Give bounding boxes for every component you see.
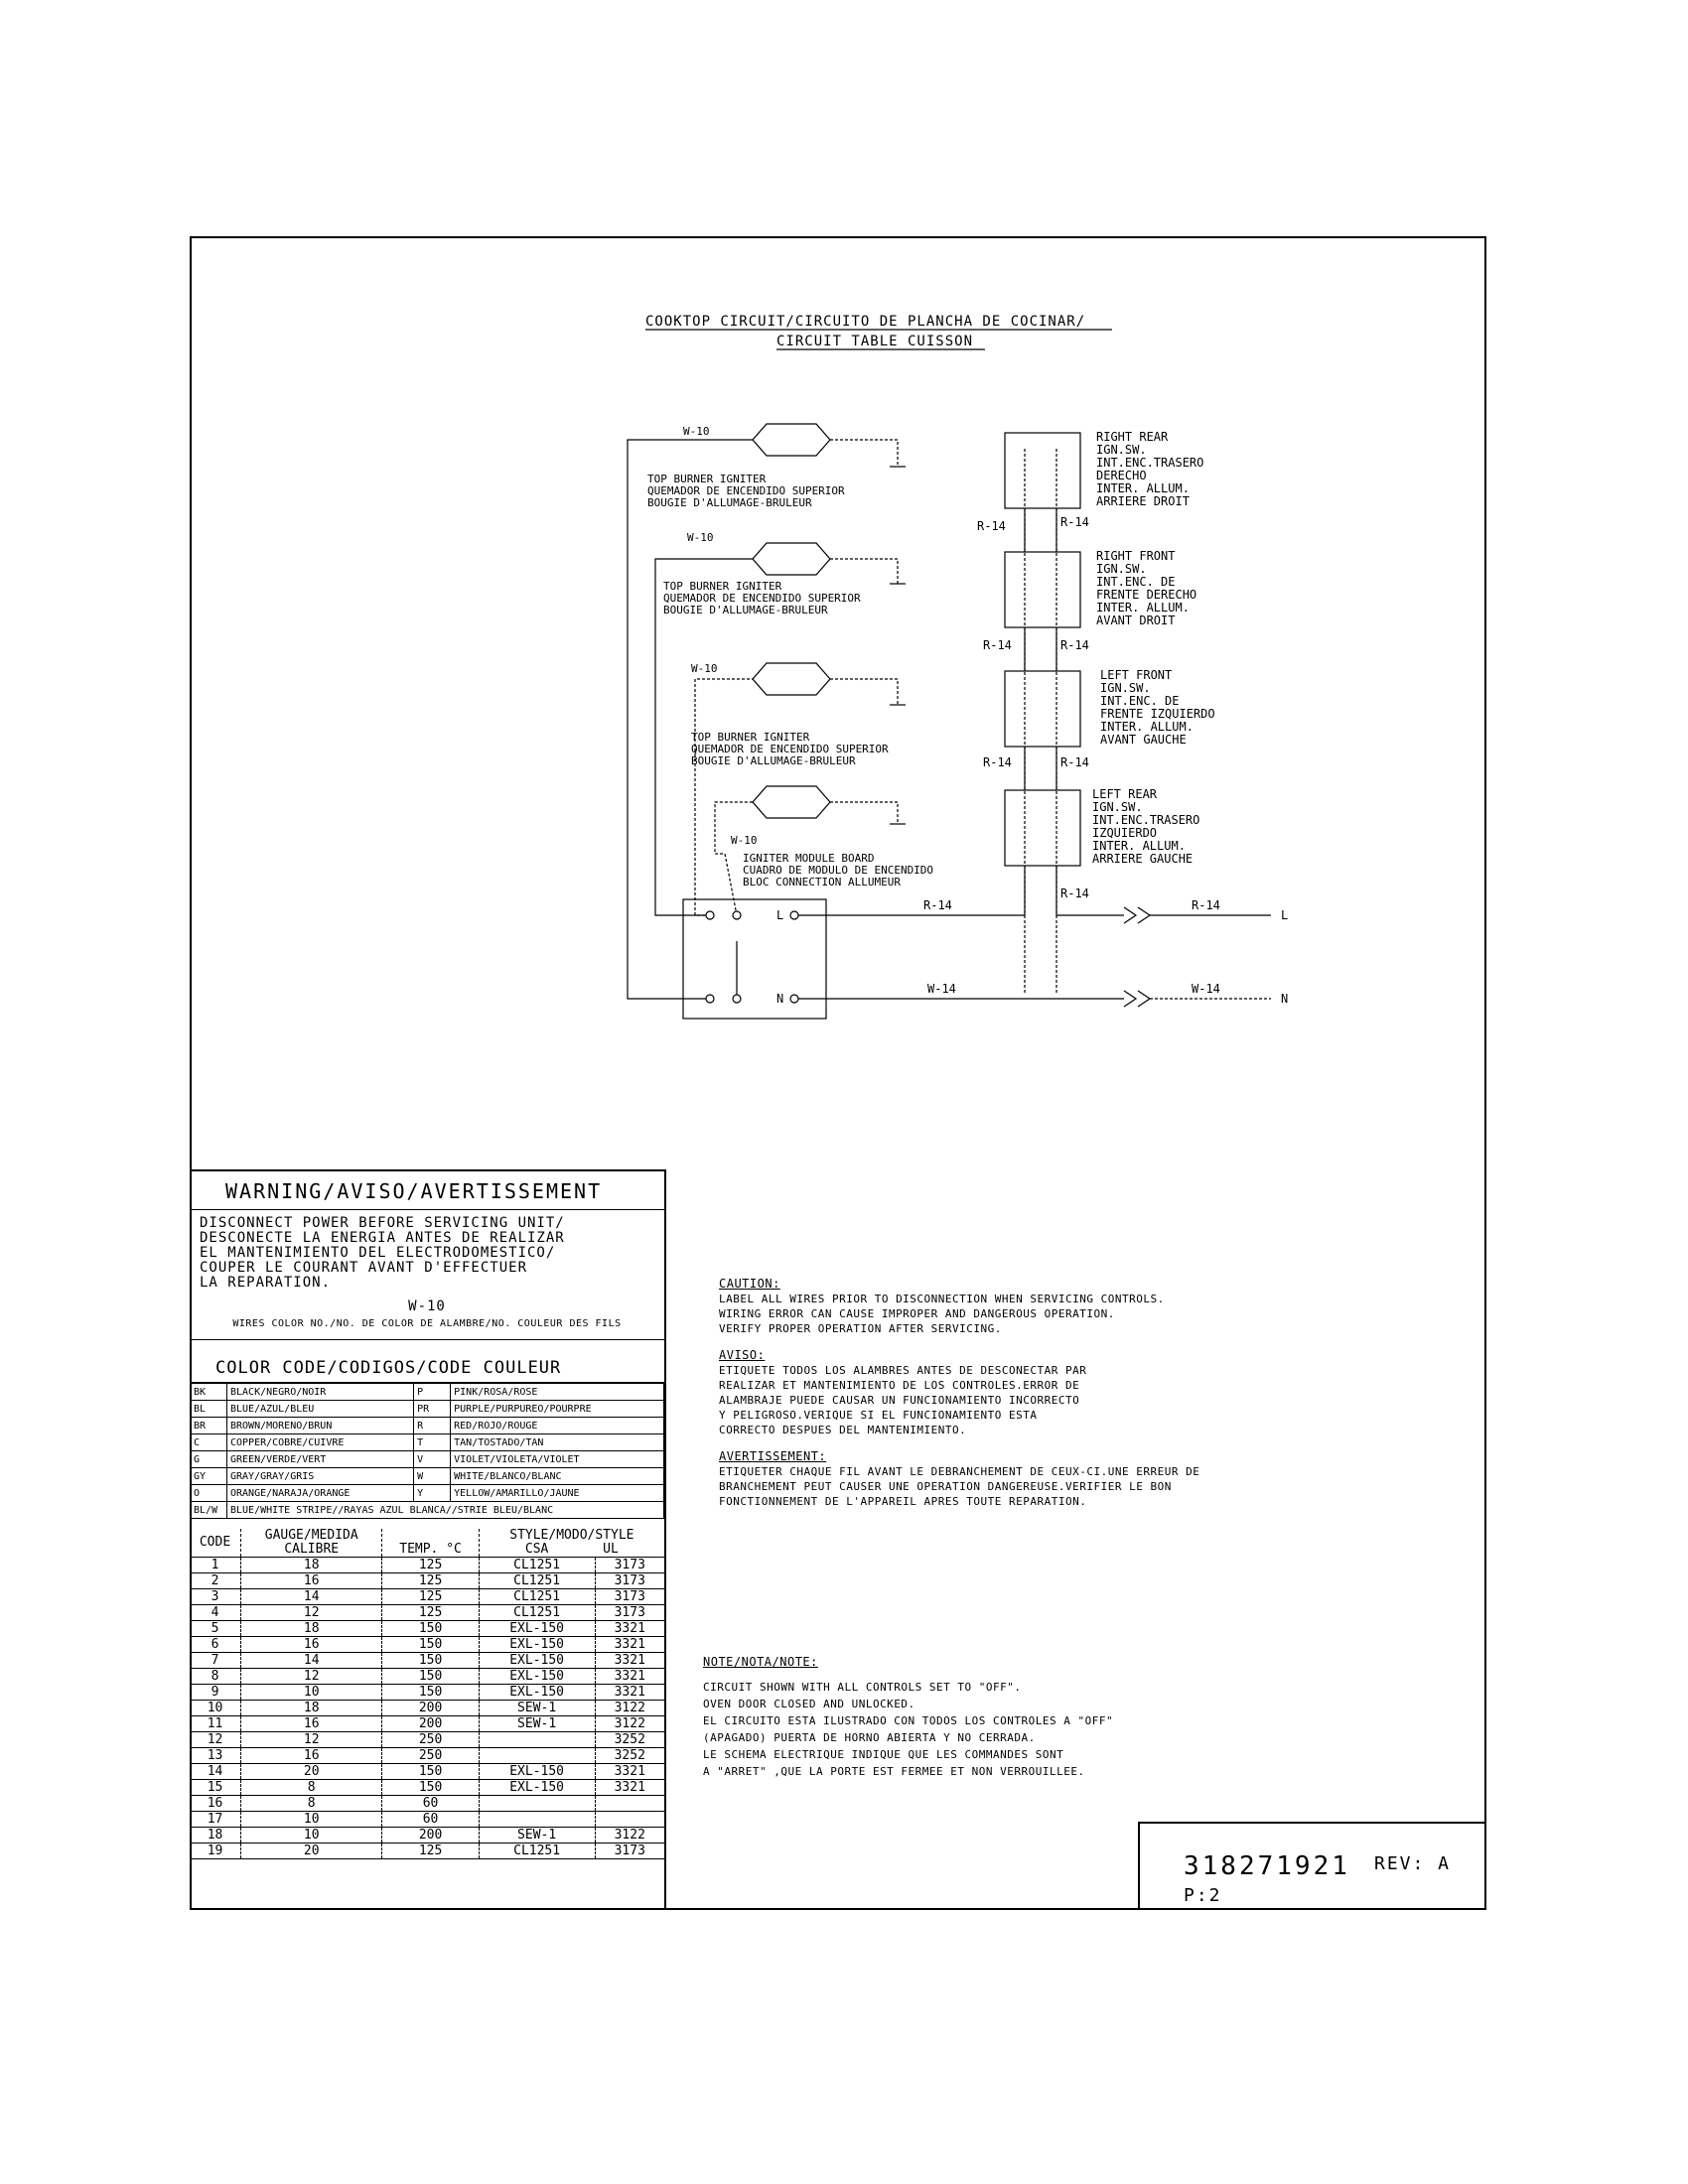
- switch-lf-label: LEFT FRONT: [1100, 668, 1173, 682]
- gauge-ul: 3173: [595, 1605, 664, 1621]
- gauge-code: 19: [190, 1843, 241, 1859]
- gauge-temp: 200: [382, 1701, 479, 1716]
- igniter-3-label: BOUGIE D'ALLUMAGE-BRULEUR: [691, 754, 856, 767]
- switch-right-front: [1005, 552, 1080, 627]
- switch-rr-label: INT.ENC.TRASERO: [1096, 456, 1204, 470]
- igniter-1-symbol: [753, 424, 830, 456]
- switch-lf-label: FRENTE IZQUIERDO: [1100, 707, 1215, 721]
- gauge-size: 20: [241, 1843, 382, 1859]
- gauge-csa: SEW-1: [479, 1828, 595, 1843]
- gauge-ul: 3321: [595, 1653, 664, 1669]
- gauge-temp: 150: [382, 1685, 479, 1701]
- caution-section: [719, 1265, 1275, 1509]
- wire-r14-label: R-14: [1060, 638, 1089, 652]
- gauge-csa: EXL-150: [479, 1764, 595, 1780]
- switch-rr-label: IGN.SW.: [1096, 443, 1147, 457]
- color-abbrev: G: [191, 1451, 227, 1468]
- switch-lf-label: INTER. ALLUM.: [1100, 720, 1194, 734]
- gauge-csa: CL1251: [479, 1573, 595, 1589]
- gauge-csa: [479, 1812, 595, 1828]
- gauge-row: [190, 1621, 664, 1637]
- color-code-row: [191, 1451, 664, 1468]
- gauge-temp: 125: [382, 1573, 479, 1589]
- color-name: PURPLE/PURPUREO/POURPRE: [451, 1401, 664, 1418]
- gauge-row: [190, 1701, 664, 1716]
- color-abbrev: BL: [191, 1401, 227, 1418]
- color-code-row: [191, 1418, 664, 1434]
- gauge-header-temp: TEMP. °C: [382, 1529, 479, 1558]
- igniter-1-label: QUEMADOR DE ENCENDIDO SUPERIOR: [647, 484, 845, 497]
- gauge-code: 4: [190, 1605, 241, 1621]
- gauge-ul: 3321: [595, 1621, 664, 1637]
- switch-rf-label: INT.ENC. DE: [1096, 575, 1176, 589]
- switch-left-front: [1005, 671, 1080, 747]
- color-abbrev: O: [191, 1485, 227, 1502]
- wire-r14-label: R-14: [983, 755, 1012, 769]
- document-page: P:2: [1184, 1885, 1222, 1906]
- note-body: CIRCUIT SHOWN WITH ALL CONTROLS SET TO "OFF". OVEN DOOR CLOSED AND UNLOCKED. EL CIRCUITO ESTA ILUSTRADO CON TODOS LOS CONTROLES A "OFF" (APAGADO) PUERTA DE HORNO ABIERTA Y NO CERRADA. LE SCHEMA ELECTRIQUE INDIQUE QUE LES COMMANDES SONT A "ARRET" ,QUE LA PORTE EST FERMEE ET NON VERROUILLEE.: [703, 1681, 1114, 1778]
- gauge-code: 3: [190, 1589, 241, 1605]
- wire-r14-label: R-14: [1060, 887, 1089, 900]
- gauge-ul: [595, 1812, 664, 1828]
- gauge-csa: [479, 1796, 595, 1812]
- color-name: PINK/ROSA/ROSE: [451, 1384, 664, 1401]
- gauge-ul: 3321: [595, 1669, 664, 1685]
- gauge-row: [190, 1764, 664, 1780]
- color-code-row: [191, 1468, 664, 1485]
- gauge-ul: 3252: [595, 1732, 664, 1748]
- module-board-label: BLOC CONNECTION ALLUMEUR: [743, 876, 901, 888]
- gauge-size: 14: [241, 1653, 382, 1669]
- gauge-ul: 3122: [595, 1716, 664, 1732]
- gauge-ul: 3122: [595, 1828, 664, 1843]
- color-name: GRAY/GRAY/GRIS: [227, 1468, 414, 1485]
- gauge-csa: [479, 1748, 595, 1764]
- gauge-temp: 150: [382, 1621, 479, 1637]
- gauge-size: 12: [241, 1605, 382, 1621]
- gauge-code: 5: [190, 1621, 241, 1637]
- gauge-row: [190, 1685, 664, 1701]
- color-abbrev: R: [414, 1418, 451, 1434]
- gauge-size: 10: [241, 1828, 382, 1843]
- gauge-csa: CL1251: [479, 1605, 595, 1621]
- color-abbrev: P: [414, 1384, 451, 1401]
- gauge-size: 10: [241, 1685, 382, 1701]
- igniter-4-symbol: [753, 786, 830, 818]
- switch-rf-label: IGN.SW.: [1096, 562, 1147, 576]
- module-board-label: CUADRO DE MODULO DE ENCENDIDO: [743, 864, 934, 877]
- switch-rf-label: FRENTE DERECHO: [1096, 588, 1197, 602]
- wire-w14-label: W-14: [927, 982, 956, 996]
- gauge-header-gauge: GAUGE/MEDIDA CALIBRE: [241, 1529, 382, 1558]
- gauge-ul: 3321: [595, 1780, 664, 1796]
- wire-r14-label: R-14: [1060, 515, 1089, 529]
- gauge-temp: 250: [382, 1748, 479, 1764]
- gauge-size: 12: [241, 1732, 382, 1748]
- gauge-code: 10: [190, 1701, 241, 1716]
- warning-legend-panel: [190, 1169, 666, 1910]
- gauge-row: [190, 1780, 664, 1796]
- board-l-label: L: [776, 908, 784, 922]
- switch-lr-label: IZQUIERDO: [1092, 826, 1158, 840]
- gauge-row: [190, 1843, 664, 1859]
- gauge-csa: EXL-150: [479, 1637, 595, 1653]
- gauge-csa: [479, 1732, 595, 1748]
- gauge-size: 14: [241, 1589, 382, 1605]
- gauge-code: 16: [190, 1796, 241, 1812]
- igniter-3-label: QUEMADOR DE ENCENDIDO SUPERIOR: [691, 743, 889, 755]
- igniter-1-wire-label: W-10: [683, 425, 710, 438]
- igniter-3-symbol: [753, 663, 830, 695]
- color-code-row: [191, 1401, 664, 1418]
- wire-w14-label: W-14: [1192, 982, 1220, 996]
- color-name: BROWN/MORENO/BRUN: [227, 1418, 414, 1434]
- gauge-size: 16: [241, 1637, 382, 1653]
- gauge-temp: 150: [382, 1780, 479, 1796]
- color-name: BLUE/AZUL/BLEU: [227, 1401, 414, 1418]
- board-n-label: N: [776, 992, 784, 1006]
- gauge-code: 17: [190, 1812, 241, 1828]
- color-name: ORANGE/NARAJA/ORANGE: [227, 1485, 414, 1502]
- color-abbrev: W: [414, 1468, 451, 1485]
- switch-lf-label: AVANT GAUCHE: [1100, 733, 1187, 747]
- switch-rr-label: ARRIERE DROIT: [1096, 494, 1190, 508]
- gauge-header-style: STYLE/MODO/STYLE CSA UL: [479, 1529, 664, 1558]
- document-id-box: [1138, 1822, 1486, 1910]
- color-code-row: [191, 1384, 664, 1401]
- gauge-ul: 3173: [595, 1843, 664, 1859]
- color-abbrev: GY: [191, 1468, 227, 1485]
- gauge-row: [190, 1732, 664, 1748]
- color-abbrev: BL/W: [191, 1502, 227, 1519]
- gauge-row: [190, 1605, 664, 1621]
- color-name: BLACK/NEGRO/NOIR: [227, 1384, 414, 1401]
- warning-title: WARNING/AVISO/AVERTISSEMENT: [190, 1171, 664, 1210]
- wire-r14-label: R-14: [923, 898, 952, 912]
- color-abbrev: T: [414, 1434, 451, 1451]
- gauge-code: 8: [190, 1669, 241, 1685]
- gauge-temp: 125: [382, 1605, 479, 1621]
- caution-en-body: LABEL ALL WIRES PRIOR TO DISCONNECTION WHEN SERVICING CONTROLS. WIRING ERROR CAN CAUSE IMPROPER AND DANGEROUS OPERATION. VERIFY PROPER OPERATION AFTER SERVICING.: [719, 1293, 1165, 1335]
- gauge-csa: CL1251: [479, 1558, 595, 1573]
- gauge-code: 6: [190, 1637, 241, 1653]
- gauge-row: [190, 1748, 664, 1764]
- gauge-csa: SEW-1: [479, 1701, 595, 1716]
- wire-gauge-table: [190, 1529, 664, 1859]
- color-name: COPPER/COBRE/CUIVRE: [227, 1434, 414, 1451]
- gauge-code: 13: [190, 1748, 241, 1764]
- igniter-1-label: TOP BURNER IGNITER: [647, 473, 767, 485]
- switch-lr-label: INT.ENC.TRASERO: [1092, 813, 1200, 827]
- wire-code-description: WIRES COLOR NO./NO. DE COLOR DE ALAMBRE/NO. COULEUR DES FILS: [232, 1318, 622, 1329]
- switch-lf-label: IGN.SW.: [1100, 681, 1151, 695]
- igniter-2-label: TOP BURNER IGNITER: [663, 580, 782, 593]
- wire-r14-label: R-14: [977, 519, 1006, 533]
- gauge-row: [190, 1589, 664, 1605]
- gauge-temp: 125: [382, 1589, 479, 1605]
- document-number: 318271921: [1184, 1851, 1350, 1881]
- color-abbrev: V: [414, 1451, 451, 1468]
- gauge-code: 9: [190, 1685, 241, 1701]
- gauge-temp: 60: [382, 1812, 479, 1828]
- switch-rf-label: RIGHT FRONT: [1096, 549, 1176, 563]
- caution-fr-body: ETIQUETER CHAQUE FIL AVANT LE DEBRANCHEMENT DE CEUX-CI.UNE ERREUR DE BRANCHEMENT PEUT CAUSER UNE OPERATION DANGEREUSE.VERIFIER LE BON FONCTIONNEMENT DE L'APPAREIL APRES TOUTE REPARATION.: [719, 1465, 1200, 1508]
- gauge-row: [190, 1796, 664, 1812]
- switch-lr-label: LEFT REAR: [1092, 787, 1158, 801]
- gauge-size: 16: [241, 1716, 382, 1732]
- switch-lr-label: INTER. ALLUM.: [1092, 839, 1186, 853]
- igniter-1-label: BOUGIE D'ALLUMAGE-BRULEUR: [647, 496, 812, 509]
- gauge-size: 18: [241, 1621, 382, 1637]
- color-name: TAN/TOSTADO/TAN: [451, 1434, 664, 1451]
- igniter-3-wire-label: W-10: [691, 662, 718, 675]
- gauge-ul: 3321: [595, 1637, 664, 1653]
- color-name: BLUE/WHITE STRIPE//RAYAS AZUL BLANCA//STRIE BLEU/BLANC: [227, 1502, 664, 1519]
- caution-en-head: CAUTION:: [719, 1277, 780, 1291]
- gauge-size: 12: [241, 1669, 382, 1685]
- igniter-2-symbol: [753, 543, 830, 575]
- switch-left-rear: [1005, 790, 1080, 866]
- switch-rr-label: RIGHT REAR: [1096, 430, 1169, 444]
- gauge-csa: CL1251: [479, 1843, 595, 1859]
- gauge-temp: 150: [382, 1653, 479, 1669]
- switch-rr-label: DERECHO: [1096, 469, 1147, 482]
- switch-lr-label: ARRIERE GAUCHE: [1092, 852, 1194, 866]
- gauge-size: 18: [241, 1558, 382, 1573]
- note-head: NOTE/NOTA/NOTE:: [703, 1655, 818, 1669]
- wire-code-example: W-10: [408, 1298, 446, 1314]
- color-abbrev: C: [191, 1434, 227, 1451]
- gauge-csa: EXL-150: [479, 1669, 595, 1685]
- igniter-module-board: [683, 899, 826, 1019]
- gauge-row: [190, 1653, 664, 1669]
- gauge-row: [190, 1669, 664, 1685]
- gauge-code: 11: [190, 1716, 241, 1732]
- terminal-n-label: N: [1281, 992, 1289, 1006]
- switch-right-rear: [1005, 433, 1080, 508]
- wire-r14-label: R-14: [1192, 898, 1220, 912]
- gauge-row: [190, 1637, 664, 1653]
- color-name: YELLOW/AMARILLO/JAUNE: [451, 1485, 664, 1502]
- gauge-row: [190, 1558, 664, 1573]
- gauge-row: [190, 1573, 664, 1589]
- diagram-title-line2: CIRCUIT TABLE CUISSON: [776, 334, 974, 349]
- gauge-temp: 250: [382, 1732, 479, 1748]
- module-board-label: IGNITER MODULE BOARD: [743, 852, 875, 865]
- gauge-code: 15: [190, 1780, 241, 1796]
- gauge-temp: 125: [382, 1558, 479, 1573]
- gauge-ul: 3321: [595, 1764, 664, 1780]
- igniter-2-label: QUEMADOR DE ENCENDIDO SUPERIOR: [663, 592, 861, 605]
- gauge-size: 16: [241, 1748, 382, 1764]
- igniter-4-wire-label: W-10: [731, 834, 758, 847]
- gauge-csa: EXL-150: [479, 1780, 595, 1796]
- gauge-ul: 3122: [595, 1701, 664, 1716]
- diagram-title-line1: COOKTOP CIRCUIT/CIRCUITO DE PLANCHA DE COCINAR/: [645, 314, 1086, 330]
- gauge-csa: EXL-150: [479, 1621, 595, 1637]
- igniter-2-label: BOUGIE D'ALLUMAGE-BRULEUR: [663, 604, 828, 616]
- color-abbrev: BR: [191, 1418, 227, 1434]
- gauge-temp: 150: [382, 1764, 479, 1780]
- warning-body: DISCONNECT POWER BEFORE SERVICING UNIT/ DESCONECTE LA ENERGIA ANTES DE REALIZAR EL MANTENIMIENTO DEL ELECTRODOMESTICO/ COUPER LE COURANT AVANT D'EFFECTUER LA REPARATION.: [200, 1215, 565, 1291]
- wire-r14-label: R-14: [983, 638, 1012, 652]
- gauge-size: 10: [241, 1812, 382, 1828]
- gauge-code: 14: [190, 1764, 241, 1780]
- terminal-l-label: L: [1281, 908, 1289, 922]
- gauge-ul: 3173: [595, 1558, 664, 1573]
- gauge-row: [190, 1812, 664, 1828]
- gauge-temp: 200: [382, 1828, 479, 1843]
- color-code-title: COLOR CODE/CODIGOS/CODE COULEUR: [190, 1339, 664, 1383]
- gauge-code: 18: [190, 1828, 241, 1843]
- gauge-temp: 125: [382, 1843, 479, 1859]
- gauge-row: [190, 1828, 664, 1843]
- gauge-ul: 3321: [595, 1685, 664, 1701]
- gauge-ul: 3173: [595, 1589, 664, 1605]
- caution-es-head: AVISO:: [719, 1348, 766, 1362]
- gauge-size: 8: [241, 1780, 382, 1796]
- switch-rf-label: AVANT DROIT: [1096, 614, 1176, 627]
- gauge-size: 8: [241, 1796, 382, 1812]
- color-code-row: [191, 1502, 664, 1519]
- gauge-csa: CL1251: [479, 1589, 595, 1605]
- igniter-2-wire-label: W-10: [687, 531, 714, 544]
- gauge-size: 18: [241, 1701, 382, 1716]
- igniter-3-label: TOP BURNER IGNITER: [691, 731, 810, 744]
- gauge-temp: 200: [382, 1716, 479, 1732]
- switch-rf-label: INTER. ALLUM.: [1096, 601, 1190, 614]
- switch-rr-label: INTER. ALLUM.: [1096, 481, 1190, 495]
- color-code-row: [191, 1485, 664, 1502]
- color-name: GREEN/VERDE/VERT: [227, 1451, 414, 1468]
- gauge-code: 7: [190, 1653, 241, 1669]
- caution-es-body: ETIQUETE TODOS LOS ALAMBRES ANTES DE DESCONECTAR PAR REALIZAR ET MANTENIMIENTO DE LOS CONTROLES.ERROR DE ALAMBRAJE PUEDE CAUSAR UN FUNCIONAMIENTO INCORRECTO Y PELIGROSO.VERIQUE SI EL FUNCIONAMIENTO ESTA CORRECTO DESPUES DEL MANTENIMIENTO.: [719, 1364, 1087, 1436]
- color-name: RED/ROJO/ROUGE: [451, 1418, 664, 1434]
- gauge-csa: SEW-1: [479, 1716, 595, 1732]
- gauge-csa: EXL-150: [479, 1685, 595, 1701]
- color-abbrev: BK: [191, 1384, 227, 1401]
- gauge-size: 20: [241, 1764, 382, 1780]
- gauge-temp: 60: [382, 1796, 479, 1812]
- gauge-ul: 3173: [595, 1573, 664, 1589]
- document-revision: REV: A: [1374, 1853, 1452, 1874]
- caution-fr-head: AVERTISSEMENT:: [719, 1449, 827, 1463]
- gauge-temp: 150: [382, 1637, 479, 1653]
- switch-lr-label: IGN.SW.: [1092, 800, 1143, 814]
- color-code-table: [190, 1383, 664, 1519]
- gauge-size: 16: [241, 1573, 382, 1589]
- gauge-row: [190, 1716, 664, 1732]
- gauge-header-code: CODE: [190, 1529, 241, 1558]
- color-name: VIOLET/VIOLETA/VIOLET: [451, 1451, 664, 1468]
- color-code-row: [191, 1434, 664, 1451]
- gauge-code: 1: [190, 1558, 241, 1573]
- gauge-code: 12: [190, 1732, 241, 1748]
- note-section: [703, 1654, 1259, 1780]
- gauge-code: 2: [190, 1573, 241, 1589]
- gauge-ul: 3252: [595, 1748, 664, 1764]
- gauge-ul: [595, 1796, 664, 1812]
- switch-lf-label: INT.ENC. DE: [1100, 694, 1180, 708]
- wire-r14-label: R-14: [1060, 755, 1089, 769]
- gauge-csa: EXL-150: [479, 1653, 595, 1669]
- color-name: WHITE/BLANCO/BLANC: [451, 1468, 664, 1485]
- gauge-temp: 150: [382, 1669, 479, 1685]
- color-abbrev: Y: [414, 1485, 451, 1502]
- color-abbrev: PR: [414, 1401, 451, 1418]
